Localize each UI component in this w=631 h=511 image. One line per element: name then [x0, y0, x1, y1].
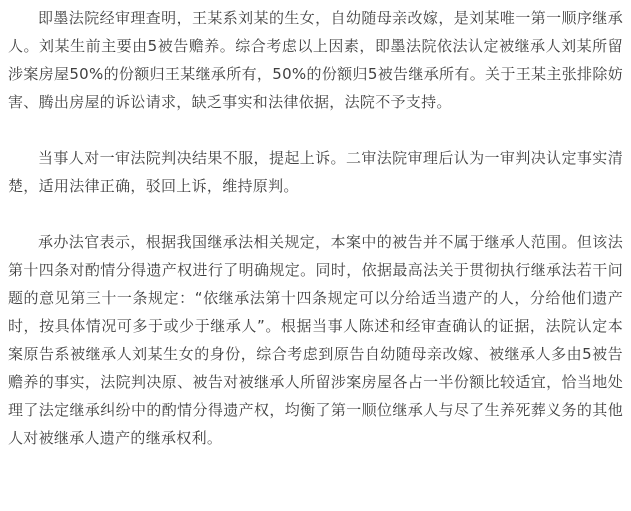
paragraph-spacer: [8, 200, 623, 228]
article-body: [8, 4, 623, 452]
paragraph-spacer: [8, 116, 623, 144]
paragraph-appeal-result: 当事人对一审法院判决结果不服，提起上诉。二审法院审理后认为一审判决认定事实清楚，适用法律正确，驳回上诉，维持原判。: [8, 149, 623, 195]
paragraph-judge-statement: 承办法官表示，根据我国继承法相关规定，本案中的被告并不属于继承人范围。但该法第十四条对酌情分得遗产权进行了明确规定。同时，依据最高法关于贯彻执行继承法若干问题的意见第三十一条规定：“依继承法第十四条规定可以分给适当遗产的人，分给他们遗产时，按具体情况可多于或少于继承人”。根据当事人陈述和经审查确认的证据，法院认定本案原告系被继承人刘某生女的身份，综合考虑到原告自幼随母亲改嫁、被继承人多由5被告赡养的事实，法院判决原、被告对被继承人所留涉案房屋各占一半份额比较适宜，恰当地处理了法定继承纠纷中的酌情分得遗产权，均衡了第一顺位继承人与尽了生养死葬义务的其他人对被继承人遗产的继承权利。: [8, 233, 623, 447]
paragraph-court-findings: 即墨法院经审理查明，王某系刘某的生女，自幼随母亲改嫁，是刘某唯一第一顺序继承人。刘某生前主要由5被告赡养。综合考虑以上因素，即墨法院依法认定被继承人刘某所留涉案房屋50%的份额归王某继承所有，50%的份额归5被告继承所有。关于王某主张排除妨害、腾出房屋的诉讼请求，缺乏事实和法律依据，法院不予支持。: [8, 9, 623, 111]
